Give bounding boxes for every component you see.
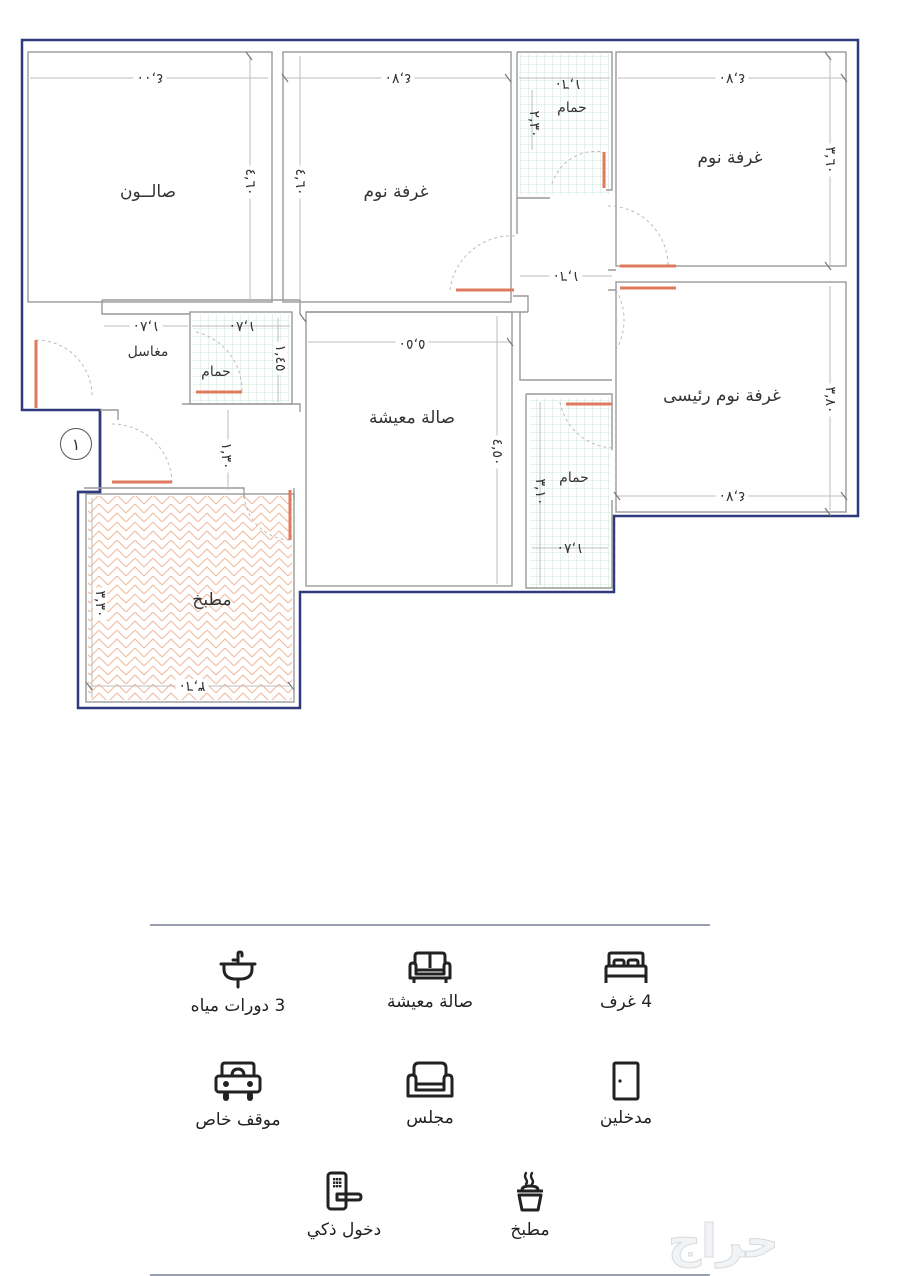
bottom-divider xyxy=(150,1274,710,1276)
amenity-label: مجلس xyxy=(406,1108,454,1128)
door-icon xyxy=(611,1060,641,1102)
amenity-living xyxy=(350,950,510,1012)
bath-3-label: حمام xyxy=(559,470,589,486)
bedroom-1-walls xyxy=(283,52,511,302)
entry-hall-height-dim: ١,٣٠ xyxy=(219,439,233,472)
smart-lock-icon xyxy=(324,1170,364,1214)
bath-1-height-dim: ٢,٣٠ xyxy=(526,110,542,138)
cooking-pot-icon xyxy=(513,1170,547,1214)
living-height-dim: ٤,٥٠ xyxy=(490,435,504,468)
amenity-label: مطبخ xyxy=(510,1220,550,1240)
bath-2-label: حمام xyxy=(201,364,231,380)
bath-2-width-dim: ١,٨٠ xyxy=(228,318,256,334)
top-divider xyxy=(150,924,710,926)
sofa-icon xyxy=(407,950,453,986)
entrance-marker: ١ xyxy=(60,428,92,460)
bedroom-1-width-dim: ٤,٧٠ xyxy=(381,71,414,85)
living-label: صالة معيشة xyxy=(368,408,456,428)
kitchen-width-dim: ٣,٦٠ xyxy=(175,679,208,693)
master-bedroom-width-dim: ٤,٧٠ xyxy=(715,489,748,503)
amenity-bathrooms xyxy=(158,950,318,1016)
sink-icon xyxy=(218,950,258,990)
amenity-smart-entry xyxy=(264,1170,424,1240)
bedroom-1-label: غرفة نوم xyxy=(363,182,429,202)
amenity-rooms xyxy=(546,950,706,1012)
watermark-logo: حراج xyxy=(668,1214,779,1268)
amenity-entrances xyxy=(546,1060,706,1128)
kitchen-label: مطبخ xyxy=(192,590,232,610)
bath-2-height-dim: ١,٤٥ xyxy=(273,341,287,374)
amenity-parking xyxy=(158,1060,318,1130)
bedroom-2-label: غرفة نوم xyxy=(697,148,763,168)
master-bedroom-height-dim: ٣,٨٠ xyxy=(823,383,837,416)
salon-height-dim: ٤,٦٠ xyxy=(243,165,257,198)
bath-3-width-dim: ١,٨٠ xyxy=(556,540,584,556)
bath-3-height-dim: ٣,١٠ xyxy=(532,478,548,506)
living-walls xyxy=(306,312,512,586)
washbasins-width-dim: ١,٨٠ xyxy=(129,319,162,333)
bath-1-label: حمام xyxy=(557,100,587,116)
washbasins-label: مغاسل xyxy=(127,344,169,360)
bedroom-2-width-dim: ٤,٧٠ xyxy=(715,71,748,85)
car-icon xyxy=(213,1060,263,1104)
salon-width-dim: ٤,٠٠ xyxy=(133,71,166,85)
master-bedroom-label: غرفة نوم رئيسى xyxy=(663,386,781,406)
bed-icon xyxy=(603,950,649,986)
salon-walls xyxy=(28,52,272,302)
bedroom-2-height-dim: ٣,٦٠ xyxy=(823,143,837,176)
salon-label: صالــون xyxy=(119,182,177,202)
kitchen-height-dim: ٣,٣٠ xyxy=(93,587,107,620)
amenity-label: 4 غرف xyxy=(599,992,653,1012)
bath-1-width-dim: ١,٦٠ xyxy=(554,76,582,92)
amenity-label: صالة معيشة xyxy=(386,992,474,1012)
corridor-width-dim: ١,٦٠ xyxy=(549,269,582,283)
living-width-dim: ٥,٥٠ xyxy=(395,337,428,351)
amenity-label: دخول ذكي xyxy=(306,1220,382,1240)
amenity-label: مدخلين xyxy=(599,1108,653,1128)
kitchen-floor xyxy=(88,496,292,700)
bedroom-1-height-dim: ٤,٦٠ xyxy=(293,165,307,198)
amenity-majlis xyxy=(350,1060,510,1128)
amenity-label: موقف خاص xyxy=(195,1110,281,1130)
armchair-icon xyxy=(405,1060,455,1102)
amenity-kitchen xyxy=(450,1170,610,1240)
amenity-label: 3 دورات مياه xyxy=(190,996,286,1016)
